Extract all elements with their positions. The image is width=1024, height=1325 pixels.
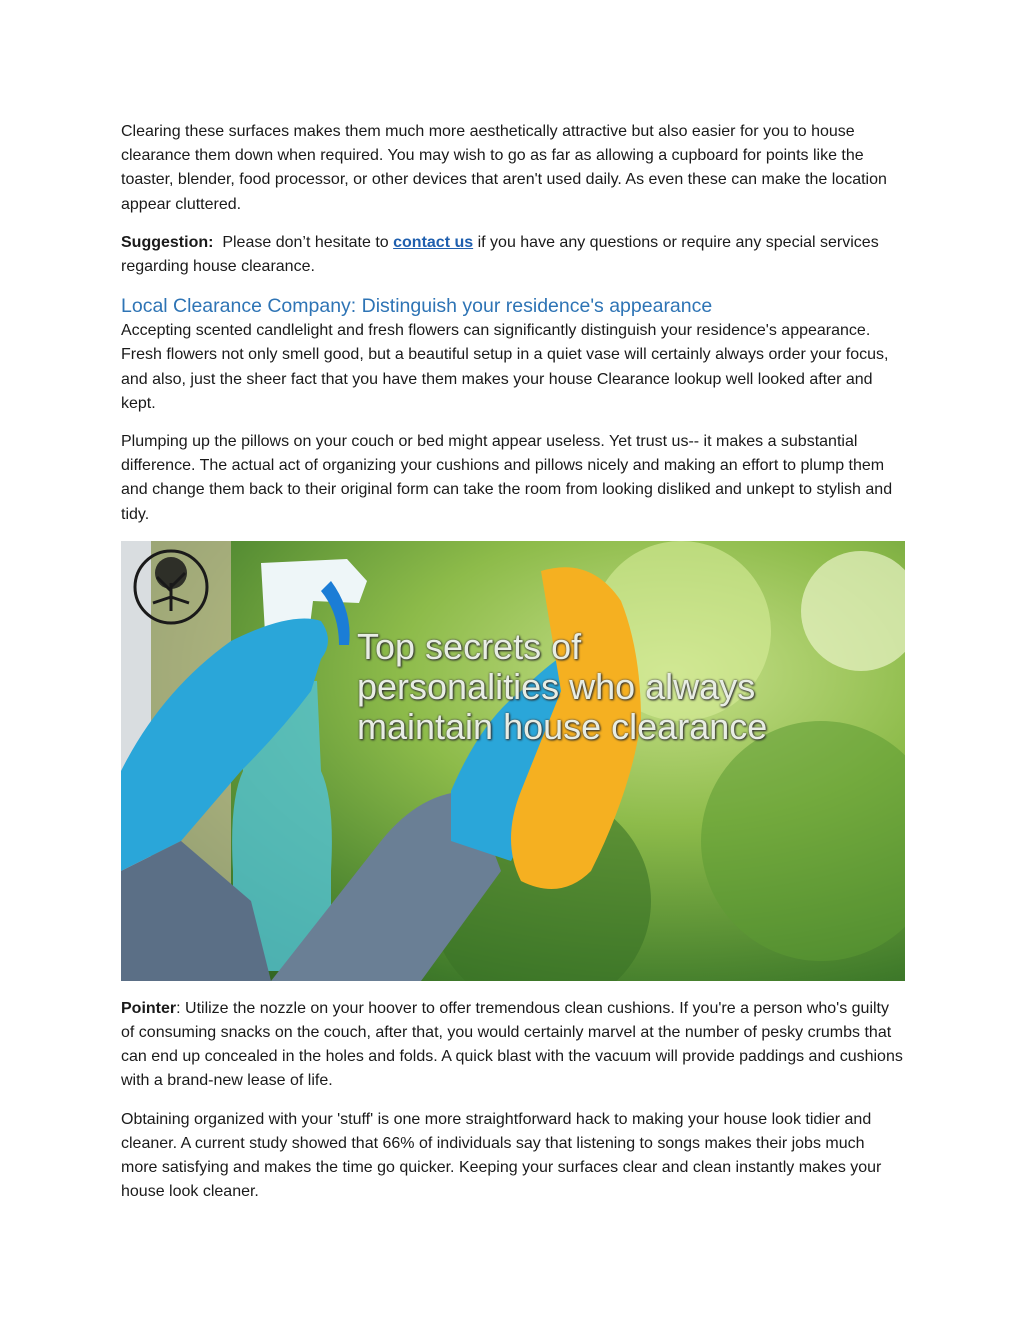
contact-us-link[interactable]: contact us bbox=[393, 233, 474, 251]
suggestion-paragraph bbox=[121, 231, 905, 279]
document-body bbox=[121, 120, 905, 1218]
pointer-paragraph bbox=[121, 997, 905, 1094]
hero-overlay-title bbox=[357, 627, 877, 747]
suggestion-text-after: if you have any questions or require any special services regarding house clearance. bbox=[121, 233, 879, 276]
foliage-blob bbox=[701, 721, 905, 961]
suggestion-label: Suggestion: bbox=[121, 233, 214, 251]
hero-overlay-line-2: personalities who always bbox=[357, 665, 756, 707]
hero-image bbox=[121, 541, 905, 981]
pointer-text: : Utilize the nozzle on your hoover to offer tremendous clean cushions. If you're a person who's guilty of consuming snacks on the couch, after that, you would certainly marvel at the number of pesky crumbs that can end up concealed in the holes and folds. A quick blast with the vacuum will provide paddings and cushions with a brand-new lease of life. bbox=[121, 999, 903, 1090]
paragraph-pillows: Plumping up the pillows on your couch or bed might appear useless. Yet trust us-- it makes a substantial difference. The actual act of organizing your cushions and pillows nicely and making an effort to plump them and change them back to their original form can take the room from looking disliked and unkept to stylish and tidy. bbox=[121, 433, 893, 523]
paragraph-flowers: Accepting scented candlelight and fresh flowers can significantly distinguish your residence's appearance. Fresh flowers not only smell good, but a beautiful setup in a quiet vase will certainly always order your focus, and also, just the sheer fact that you have them makes your house Clearance lookup well looked after and kept. bbox=[121, 322, 889, 412]
paragraph-organized: Obtaining organized with your 'stuff' is one more straightforward hack to making your house look tidier and cleaner. A current study showed that 66% of individuals say that listening to songs makes their jobs much more satisfying and makes the time go quicker. Keeping your surfaces clear and clean instantly makes your house look cleaner. bbox=[121, 1110, 882, 1201]
cleaning-illustration bbox=[121, 541, 905, 981]
hero-overlay-line-3: maintain house clearance bbox=[357, 705, 768, 747]
pointer-label: Pointer bbox=[121, 999, 177, 1017]
hero-overlay-line-1: Top secrets of bbox=[357, 625, 582, 667]
suggestion-text-before: Please don’t hesitate to bbox=[222, 233, 389, 251]
clearlot-logo bbox=[121, 541, 217, 631]
section-heading: Local Clearance Company: Distinguish your residence's appearance bbox=[121, 295, 713, 318]
paragraph-surfaces: Clearing these surfaces makes them much more aesthetically attractive but also easier for you to house clearance them down when required. You may wish to go as far as allowing a cupboard for points like the toaster, blender, food processor, or other devices that aren't used daily. As even these can make the location appear cluttered. bbox=[121, 123, 887, 213]
